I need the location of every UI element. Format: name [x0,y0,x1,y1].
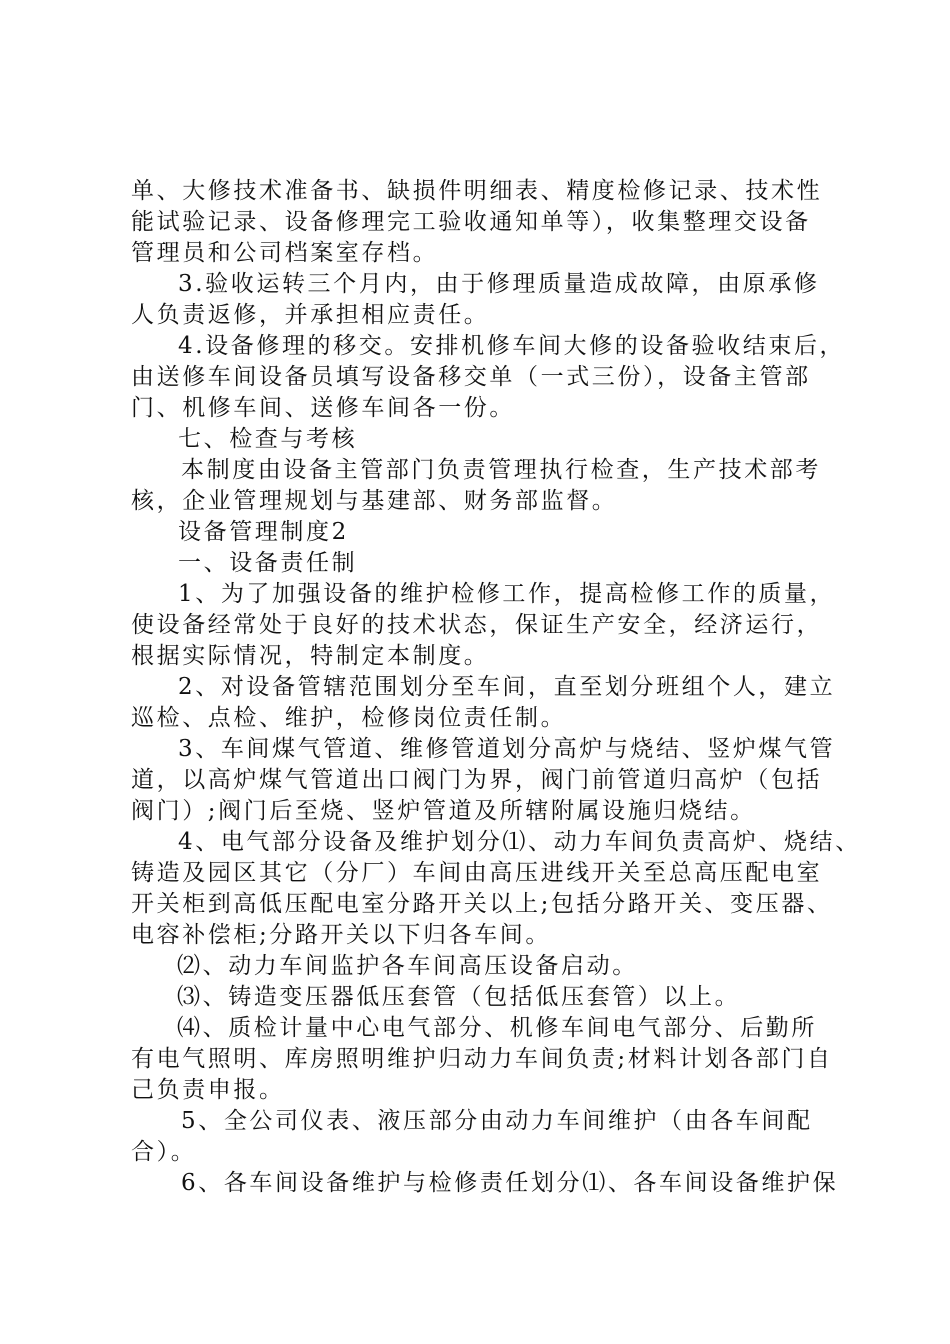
paragraph-item-5 [131,1106,831,1168]
text-line: 3、车间煤气管道、维修管道划分高炉与烧结、竖炉煤气管 [178,736,836,762]
text-line: 巡检、点检、维护，检修岗位责任制。 [131,705,567,731]
text-line: 电容补偿柜;分路开关以下归各车间。 [131,922,551,948]
paragraph-item-1 [131,579,836,672]
paragraph-subitem-4 [131,1013,831,1106]
text-line: ⑷、质检计量中心电气部分、机修车间电气部分、后勤所 [177,1015,817,1041]
text-line: 合）。 [131,1139,197,1165]
paragraph-inspection-body [131,455,831,517]
paragraph-item-2 [131,672,836,734]
paragraph-item-3-acceptance [131,269,831,331]
text-line: ⑶、铸造变压器低压套管（包括低压套管）以上。 [177,984,741,1010]
paragraph-maintenance-records [131,176,831,269]
paragraph-subitem-2 [131,951,831,982]
heading-line: 设备管理制度2 [178,519,349,545]
text-line: 2、对设备管辖范围划分至车间，直至划分班组个人，建立 [178,674,836,700]
text-line: 4、电气部分设备及维护划分⑴、动力车间负责高炉、烧结、 [178,829,861,855]
text-line: 核，企业管理规划与基建部、财务部监督。 [131,488,618,514]
text-line: 铸造及园区其它（分厂）车间由高压进线开关至总高压配电室 [131,860,823,886]
paragraph-item-4 [131,827,861,951]
paragraph-item-3 [131,734,836,827]
paragraph-item-4-handover [131,331,846,424]
text-line: 能试验记录、设备修理完工验收通知单等），收集整理交设备 [131,209,811,235]
document-body [131,176,861,1199]
text-line: 人负责返修，并承担相应责任。 [131,302,490,328]
text-line: 门、机修车间、送修车间各一份。 [131,395,515,421]
text-line: 有电气照明、库房照明维护归动力车间负责;材料计划各部门自 [131,1046,833,1072]
text-line: 阀门）;阀门后至烧、竖炉管道及所辖附属设施归烧结。 [131,798,756,824]
text-line: 己负责申报。 [131,1077,285,1103]
text-line: 1、为了加强设备的维护检修工作，提高检修工作的质量， [178,581,836,607]
text-line: 4.设备修理的移交。安排机修车间大修的设备验收结束后， [178,333,846,359]
text-line: 道，以高炉煤气管道出口阀门为界，阀门前管道归高炉（包括 [131,767,823,793]
document-subtitle [131,517,831,548]
heading-line: 七、检查与考核 [178,426,358,452]
text-line: 单、大修技术准备书、缺损件明细表、精度检修记录、技术性 [131,178,823,204]
paragraph-subitem-3 [131,982,831,1013]
section-heading-inspection [131,424,831,455]
text-line: 开关柜到高低压配电室分路开关以上;包括分路开关、变压器、 [131,891,833,917]
heading-line: 一、设备责任制 [178,550,358,576]
section-heading-responsibility [131,548,831,579]
text-line: 5、全公司仪表、液压部分由动力车间维护（由各车间配 [181,1108,813,1134]
text-line: 本制度由设备主管部门负责管理执行检查，生产技术部考 [181,457,821,483]
text-line: 由送修车间设备员填写设备移交单（一式三份），设备主管部 [131,364,811,390]
text-line: 使设备经常处于良好的技术状态，保证生产安全，经济运行， [131,612,823,638]
text-line: 3.验收运转三个月内，由于修理质量造成故障，由原承修 [178,271,820,297]
text-line: ⑵、动力车间监护各车间高压设备启动。 [177,953,638,979]
paragraph-item-6 [131,1168,839,1199]
text-line: 管理员和公司档案室存档。 [131,240,439,266]
text-line: 6、各车间设备维护与检修责任划分⑴、各车间设备维护保 [181,1170,839,1196]
text-line: 根据实际情况，特制定本制度。 [131,643,490,669]
